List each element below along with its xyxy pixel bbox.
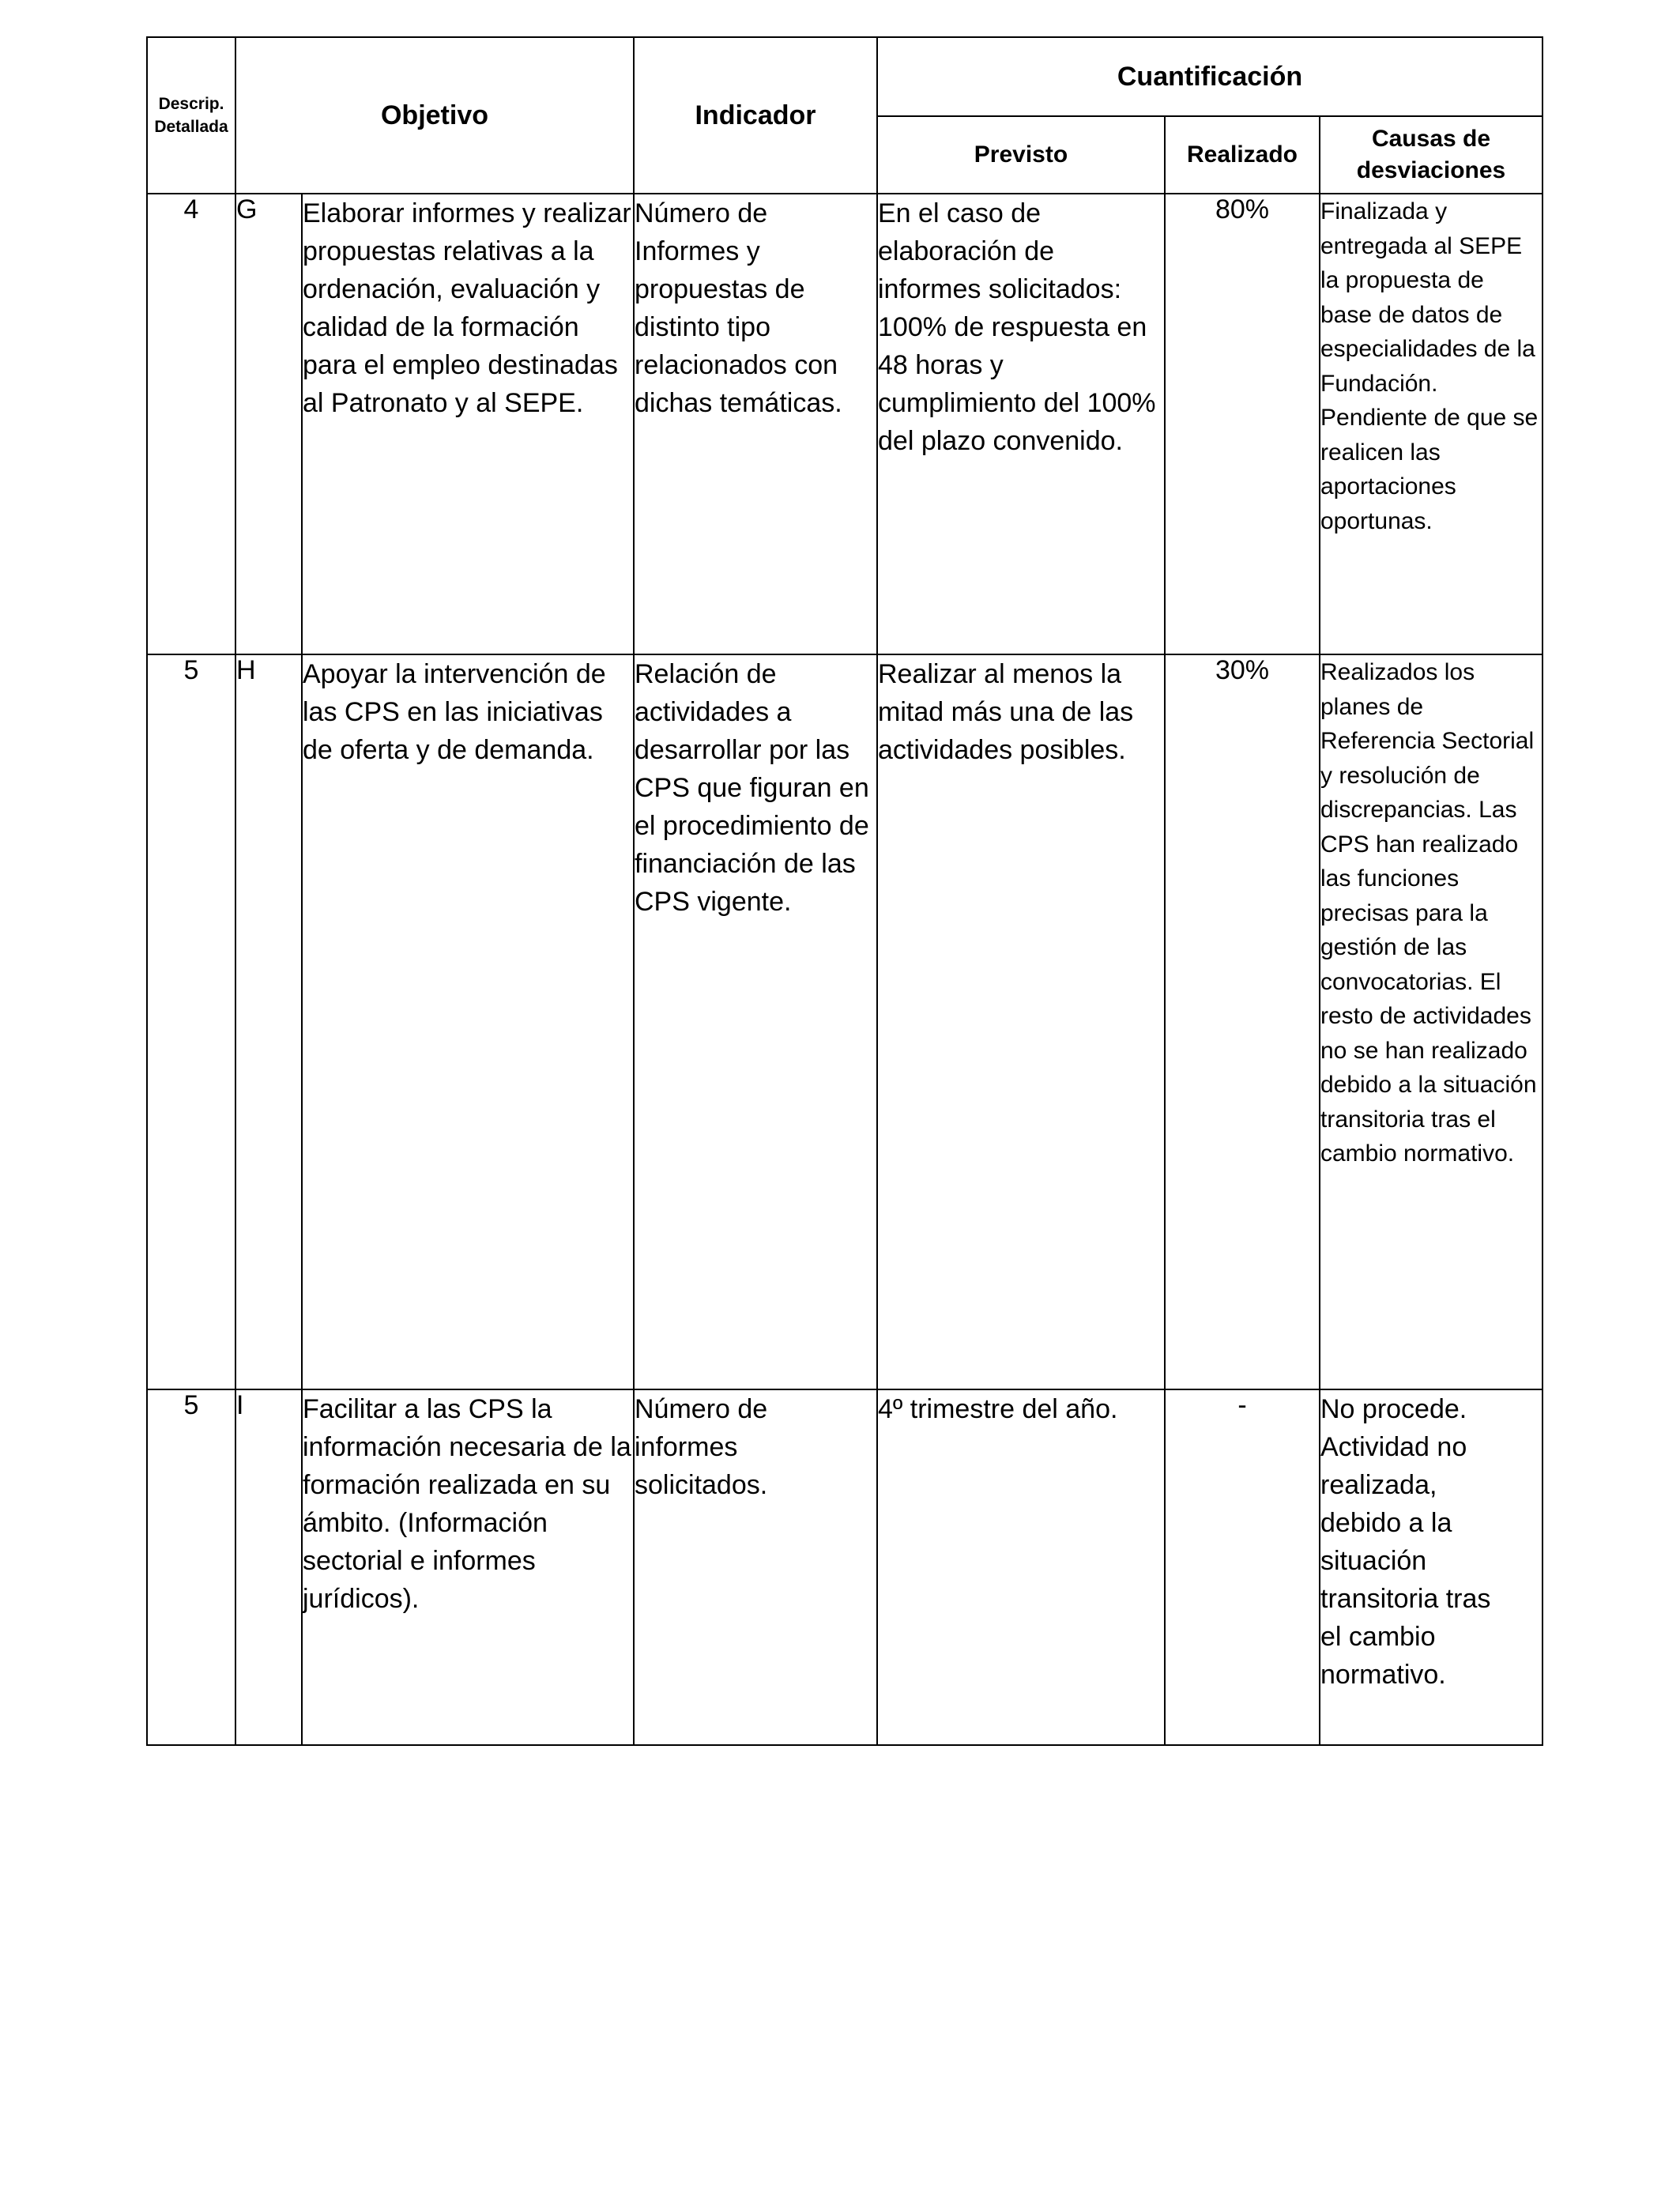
cell-realizado: - <box>1165 1389 1320 1745</box>
row-letter: G <box>235 194 302 654</box>
cell-indicador: Relación de actividades a desarrollar por las CPS que figuran en el procedimiento de financiación de las CPS vigente. <box>634 654 877 1389</box>
table-row <box>147 654 1543 1389</box>
header-row-1 <box>147 37 1543 116</box>
cell-causas: Finalizada y entregada al SEPE la propuesta de base de datos de especialidades de la Fundación. Pendiente de que se realicen las aportaciones oportunas. <box>1320 194 1543 654</box>
cell-causas: Realizados los planes de Referencia Sectorial y resolución de discrepancias. Las CPS han realizado las funciones precisas para la gestión de las convocatorias. El resto de actividades no se han realizado debido a la situación transitoria tras el cambio normativo. <box>1320 654 1543 1389</box>
cell-realizado: 30% <box>1165 654 1320 1389</box>
cell-causas: No procede. Actividad no realizada, debido a la situación transitoria tras el cambio normativo. <box>1320 1389 1543 1745</box>
header-causas: Causas de desviaciones <box>1320 116 1543 194</box>
cell-objetivo: Elaborar informes y realizar propuestas relativas a la ordenación, evaluación y calidad de la formación para el empleo destinadas al Patronato y al SEPE. <box>302 194 634 654</box>
header-indicador: Indicador <box>634 37 877 194</box>
objectives-table <box>146 36 1543 1746</box>
header-descrip: Descrip. Detallada <box>147 37 235 194</box>
row-number: 5 <box>147 654 235 1389</box>
table-row <box>147 1389 1543 1745</box>
cell-previsto: 4º trimestre del año. <box>877 1389 1165 1745</box>
table-row <box>147 194 1543 654</box>
header-previsto: Previsto <box>877 116 1165 194</box>
row-letter: I <box>235 1389 302 1745</box>
cell-indicador: Número de informes solicitados. <box>634 1389 877 1745</box>
row-letter: H <box>235 654 302 1389</box>
cell-previsto: En el caso de elaboración de informes solicitados: 100% de respuesta en 48 horas y cumplimiento del 100% del plazo convenido. <box>877 194 1165 654</box>
cell-previsto: Realizar al menos la mitad más una de las actividades posibles. <box>877 654 1165 1389</box>
row-number: 4 <box>147 194 235 654</box>
cell-realizado: 80% <box>1165 194 1320 654</box>
header-objetivo: Objetivo <box>235 37 634 194</box>
cell-objetivo: Facilitar a las CPS la información necesaria de la formación realizada en su ámbito. (Información sectorial e informes jurídicos). <box>302 1389 634 1745</box>
cell-indicador: Número de Informes y propuestas de distinto tipo relacionados con dichas temáticas. <box>634 194 877 654</box>
header-cuantificacion: Cuantificación <box>877 37 1543 116</box>
cell-objetivo: Apoyar la intervención de las CPS en las iniciativas de oferta y de demanda. <box>302 654 634 1389</box>
header-realizado: Realizado <box>1165 116 1320 194</box>
row-number: 5 <box>147 1389 235 1745</box>
